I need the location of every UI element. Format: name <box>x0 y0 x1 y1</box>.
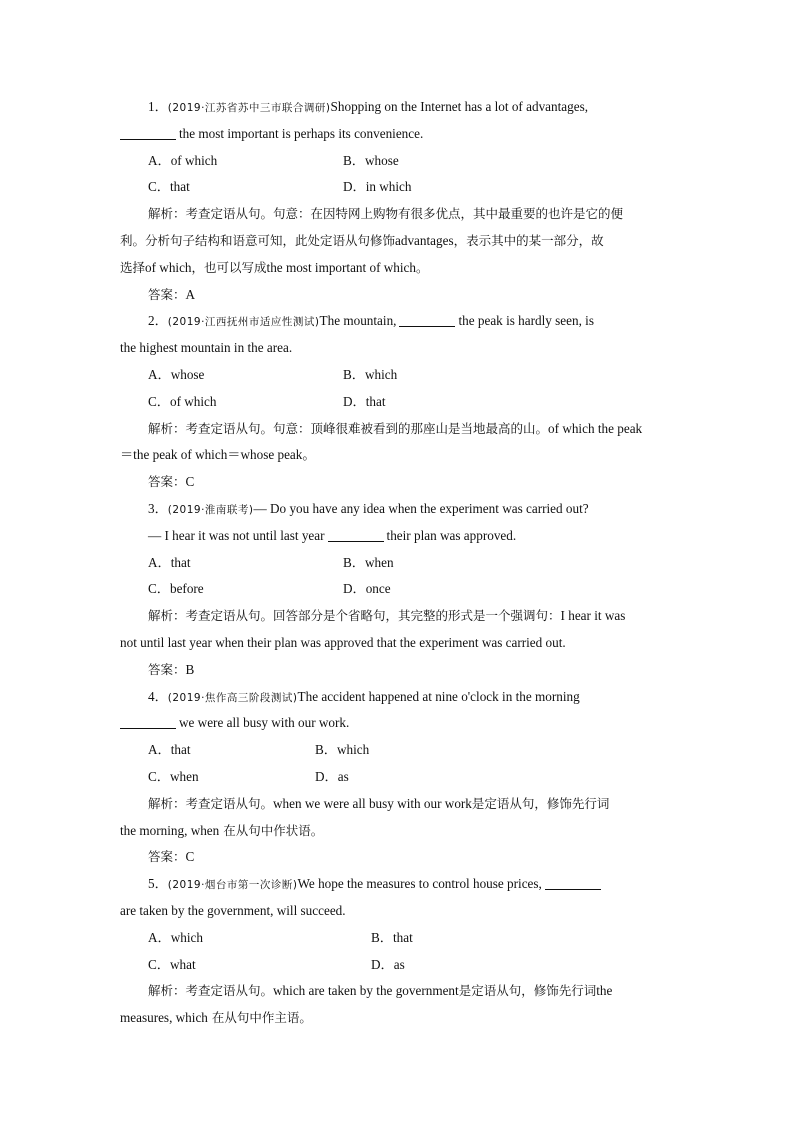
analysis-text: 。 <box>415 259 429 275</box>
option-b: B．whose <box>343 152 399 168</box>
question-1-options-row1 <box>120 148 676 175</box>
option-b: B．that <box>371 929 413 945</box>
question-1-analysis <box>120 201 676 228</box>
option-c: C．that <box>148 179 190 195</box>
analysis-text: 利。分析句子结构和语意可知，此处定语从句修饰 <box>120 232 396 248</box>
analysis-text: 选择 <box>120 259 146 275</box>
analysis-label: 解析： <box>148 206 186 222</box>
answer-value: B <box>185 661 195 677</box>
question-text: their plan was approved. <box>386 527 517 543</box>
question-number: 5． <box>148 876 168 892</box>
question-4-stem-cont <box>120 710 676 737</box>
analysis-text: 考查定语从句。 <box>185 795 274 811</box>
analysis-text: of which the peak <box>548 420 643 436</box>
question-5-analysis-cont <box>120 1005 676 1032</box>
question-3-analysis-cont <box>120 630 676 657</box>
analysis-text: not until last year when their plan was approved that the experiment was carried out. <box>120 634 566 650</box>
question-4-options-row2 <box>120 764 676 791</box>
question-3-options-row2 <box>120 576 676 603</box>
answer-label: 答案： <box>148 849 186 865</box>
question-2-answer <box>120 469 676 496</box>
question-3-options-row1 <box>120 550 676 577</box>
option-c: C．of which <box>148 393 217 409</box>
analysis-label: 解析： <box>148 608 186 624</box>
option-d: D．once <box>343 581 391 597</box>
question-3-stem-cont <box>120 523 676 550</box>
answer-value: C <box>185 849 195 865</box>
answer-label: 答案： <box>148 661 186 677</box>
question-2-analysis-cont <box>120 442 676 469</box>
question-text: we were all busy with our work. <box>179 715 350 731</box>
answer-value: A <box>185 286 196 302</box>
analysis-text: when we were all busy with our work <box>273 795 472 811</box>
answer-blank <box>545 875 601 890</box>
analysis-text: advantages <box>395 232 454 248</box>
analysis-text: 考查定语从句。句意：在因特网上购物有很多优点，其中最重要的也许是它的便 <box>185 206 624 222</box>
analysis-text: 是定语从句，修饰先行词 <box>471 795 610 811</box>
question-4-analysis-cont <box>120 818 676 845</box>
option-a: A．of which <box>148 152 218 168</box>
analysis-text: 在从句中作状语。 <box>223 822 324 838</box>
analysis-text: the <box>596 983 613 999</box>
question-2-options-row1 <box>120 362 676 389</box>
question-text: the highest mountain in the area. <box>120 340 293 356</box>
option-a: A．that <box>148 554 191 570</box>
analysis-text: measures, which <box>120 1010 208 1026</box>
analysis-text: ，也可以写成 <box>191 259 267 275</box>
question-3-stem <box>120 496 676 523</box>
option-a: A．that <box>148 742 191 758</box>
question-text: The mountain, <box>319 313 397 329</box>
question-text: are taken by the government, will succeed. <box>120 902 346 918</box>
question-text: Shopping on the Internet has a lot of advantages, <box>330 99 589 114</box>
question-5-options-row2 <box>120 952 676 979</box>
option-c: C．when <box>148 768 199 784</box>
option-d: D．as <box>315 768 349 784</box>
question-source: (2019·烟台市第一次诊断) <box>167 879 298 892</box>
analysis-label: 解析： <box>148 795 186 811</box>
analysis-text: which are taken by the government <box>273 983 459 999</box>
answer-blank <box>120 714 176 729</box>
question-3-analysis <box>120 603 676 630</box>
answer-label: 答案： <box>148 474 186 490</box>
answer-value: C <box>185 474 195 490</box>
question-text: The accident happened at nine o'clock in the morning <box>297 688 580 704</box>
question-4-options-row1 <box>120 737 676 764</box>
question-text: — Do you have any idea when the experiment was carried out? <box>253 500 589 516</box>
question-3-answer <box>120 657 676 684</box>
answer-blank <box>120 125 176 140</box>
question-source: (2019·焦作高三阶段测试) <box>167 691 298 704</box>
question-number: 3． <box>148 500 168 516</box>
question-2-analysis <box>120 416 676 443</box>
option-c: C．what <box>148 956 196 972</box>
question-text: the most important is perhaps its convenience. <box>179 125 424 141</box>
answer-blank <box>399 312 455 327</box>
question-source: (2019·江苏省苏中三市联合调研) <box>167 102 331 114</box>
question-4-stem <box>120 684 676 711</box>
option-b: B．which <box>315 742 370 758</box>
question-4-analysis <box>120 791 676 818</box>
analysis-label: 解析： <box>148 420 186 436</box>
option-b: B．when <box>343 554 394 570</box>
analysis-text: the morning, when <box>120 822 220 838</box>
question-text: the peak is hardly seen, is <box>458 313 594 329</box>
question-5-stem-cont <box>120 898 676 925</box>
question-1-analysis-cont2 <box>120 255 676 282</box>
question-1-options-row2 <box>120 174 676 201</box>
analysis-text: 在从句中作主语。 <box>211 1010 312 1026</box>
answer-blank <box>328 527 384 542</box>
analysis-text: ＝the peak of which＝whose peak。 <box>120 447 316 463</box>
question-5-options-row1 <box>120 925 676 952</box>
option-b: B．which <box>343 366 398 382</box>
question-source: (2019·淮南联考) <box>167 503 254 516</box>
analysis-text: of which <box>145 259 192 275</box>
question-number: 4． <box>148 688 168 704</box>
analysis-text: 考查定语从句。 <box>185 983 274 999</box>
option-c: C．before <box>148 581 204 597</box>
question-2-stem-cont <box>120 335 676 362</box>
question-1-stem-cont <box>120 121 676 148</box>
analysis-text: 是定语从句，修饰先行词 <box>458 983 597 999</box>
analysis-text: 考查定语从句。句意：顶峰很难被看到的那座山是当地最高的山。 <box>185 420 549 436</box>
question-number: 2． <box>148 313 168 329</box>
analysis-text: 考查定语从句。回答部分是个省略句，其完整的形式是一个强调句： <box>185 608 561 624</box>
option-d: D．as <box>371 956 405 972</box>
question-page <box>120 94 676 1032</box>
analysis-label: 解析： <box>148 983 186 999</box>
option-d: D．in which <box>343 179 412 195</box>
option-a: A．whose <box>148 366 205 382</box>
question-1-analysis-cont <box>120 228 676 255</box>
option-a: A．which <box>148 929 203 945</box>
question-5-stem <box>120 871 676 898</box>
question-1-stem <box>120 94 676 121</box>
question-number: 1． <box>148 99 168 114</box>
question-4-answer <box>120 844 676 871</box>
analysis-text: the most important of which <box>266 259 416 275</box>
question-5-analysis <box>120 978 676 1005</box>
analysis-text: ，表示其中的某一部分，故 <box>453 232 604 248</box>
question-2-options-row2 <box>120 389 676 416</box>
option-d: D．that <box>343 393 386 409</box>
question-source: (2019·江西抚州市适应性测试) <box>167 316 320 329</box>
analysis-text: I hear it was <box>560 608 626 624</box>
question-text: — I hear it was not until last year <box>148 527 325 543</box>
question-2-stem <box>120 308 676 335</box>
question-1-answer <box>120 282 676 309</box>
question-text: We hope the measures to control house prices, <box>297 876 542 892</box>
answer-label: 答案： <box>148 286 186 302</box>
